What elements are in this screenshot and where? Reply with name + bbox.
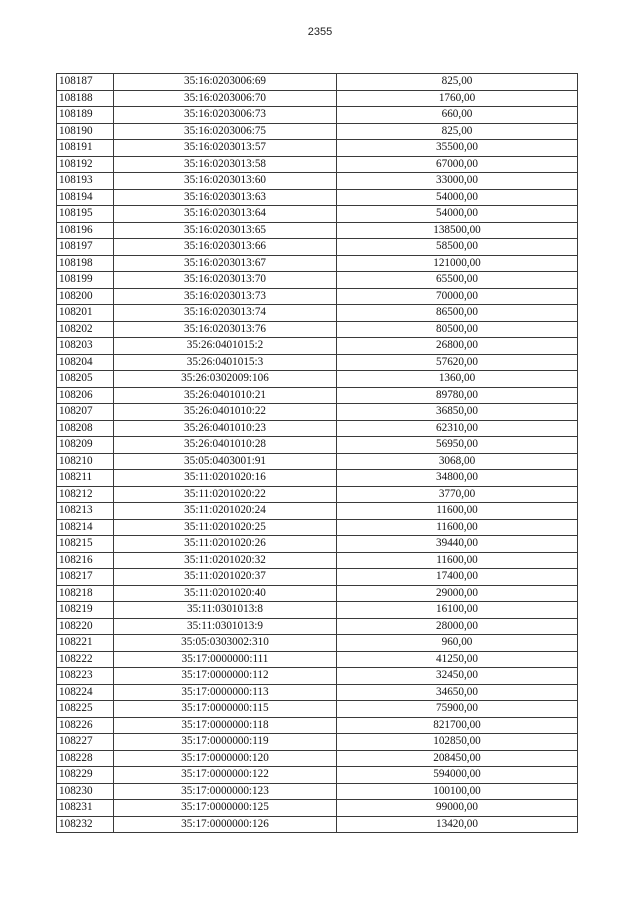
cadastral-number-cell: 35:16:0203013:76 [114,321,337,338]
value-cell: 58500,00 [337,239,578,256]
table-row [57,90,578,107]
record-number-cell: 108196 [57,222,114,239]
value-cell: 33000,00 [337,173,578,190]
table-row [57,173,578,190]
value-cell: 121000,00 [337,255,578,272]
record-number-cell: 108231 [57,800,114,817]
value-cell: 100100,00 [337,783,578,800]
value-cell: 57620,00 [337,354,578,371]
value-cell: 56950,00 [337,437,578,454]
record-number-cell: 108187 [57,74,114,91]
record-number-cell: 108201 [57,305,114,322]
record-number-cell: 108195 [57,206,114,223]
cadastral-number-cell: 35:16:0203006:75 [114,123,337,140]
cadastral-number-cell: 35:16:0203013:73 [114,288,337,305]
cadastral-number-cell: 35:11:0201020:32 [114,552,337,569]
value-cell: 821700,00 [337,717,578,734]
cadastral-number-cell: 35:16:0203013:70 [114,272,337,289]
table-row [57,800,578,817]
value-cell: 16100,00 [337,602,578,619]
table-row [57,404,578,421]
record-number-cell: 108229 [57,767,114,784]
cadastral-number-cell: 35:11:0201020:25 [114,519,337,536]
table-row [57,156,578,173]
page-number: 2355 [307,26,333,38]
cadastral-number-cell: 35:26:0401015:2 [114,338,337,355]
record-number-cell: 108189 [57,107,114,124]
record-number-cell: 108190 [57,123,114,140]
record-number-cell: 108214 [57,519,114,536]
table-row [57,140,578,157]
record-number-cell: 108211 [57,470,114,487]
cadastral-number-cell: 35:26:0401015:3 [114,354,337,371]
cadastral-number-cell: 35:26:0401010:28 [114,437,337,454]
value-cell: 41250,00 [337,651,578,668]
record-number-cell: 108230 [57,783,114,800]
cadastral-number-cell: 35:16:0203006:73 [114,107,337,124]
value-cell: 99000,00 [337,800,578,817]
cadastral-number-cell: 35:17:0000000:125 [114,800,337,817]
cadastral-number-cell: 35:16:0203013:74 [114,305,337,322]
table-row [57,371,578,388]
record-number-cell: 108206 [57,387,114,404]
record-number-cell: 108191 [57,140,114,157]
record-number-cell: 108198 [57,255,114,272]
value-cell: 1360,00 [337,371,578,388]
table-row [57,783,578,800]
record-number-cell: 108202 [57,321,114,338]
table-row [57,585,578,602]
table-row [57,387,578,404]
cadastral-number-cell: 35:16:0203013:57 [114,140,337,157]
record-number-cell: 108225 [57,701,114,718]
value-cell: 54000,00 [337,206,578,223]
value-cell: 660,00 [337,107,578,124]
record-number-cell: 108192 [57,156,114,173]
table-row [57,503,578,520]
record-number-cell: 108223 [57,668,114,685]
cadastral-number-cell: 35:16:0203013:66 [114,239,337,256]
value-cell: 17400,00 [337,569,578,586]
cadastral-number-cell: 35:16:0203013:58 [114,156,337,173]
record-number-cell: 108193 [57,173,114,190]
value-cell: 36850,00 [337,404,578,421]
record-number-cell: 108204 [57,354,114,371]
table-row [57,107,578,124]
record-number-cell: 108226 [57,717,114,734]
value-cell: 62310,00 [337,420,578,437]
table-row [57,750,578,767]
value-cell: 75900,00 [337,701,578,718]
cadastral-number-cell: 35:11:0201020:40 [114,585,337,602]
cadastral-number-cell: 35:16:0203013:67 [114,255,337,272]
value-cell: 34800,00 [337,470,578,487]
cadastral-number-cell: 35:26:0401010:21 [114,387,337,404]
cadastral-number-cell: 35:11:0301013:8 [114,602,337,619]
record-number-cell: 108205 [57,371,114,388]
table-row [57,453,578,470]
cadastral-number-cell: 35:16:0203006:69 [114,74,337,91]
cadastral-number-cell: 35:11:0301013:9 [114,618,337,635]
record-number-cell: 108197 [57,239,114,256]
record-number-cell: 108188 [57,90,114,107]
record-number-cell: 108215 [57,536,114,553]
record-number-cell: 108224 [57,684,114,701]
record-number-cell: 108222 [57,651,114,668]
value-cell: 67000,00 [337,156,578,173]
value-cell: 3770,00 [337,486,578,503]
cadastral-number-cell: 35:26:0401010:22 [114,404,337,421]
record-number-cell: 108194 [57,189,114,206]
record-number-cell: 108218 [57,585,114,602]
cadastral-number-cell: 35:05:0303002:310 [114,635,337,652]
cadastral-number-cell: 35:17:0000000:118 [114,717,337,734]
record-number-cell: 108209 [57,437,114,454]
record-number-cell: 108212 [57,486,114,503]
table-row [57,734,578,751]
table-row [57,222,578,239]
table-row [57,767,578,784]
value-cell: 28000,00 [337,618,578,635]
table-row [57,486,578,503]
cadastral-number-cell: 35:17:0000000:111 [114,651,337,668]
value-cell: 34650,00 [337,684,578,701]
table-row [57,569,578,586]
value-cell: 65500,00 [337,272,578,289]
record-number-cell: 108213 [57,503,114,520]
record-number-cell: 108200 [57,288,114,305]
record-number-cell: 108216 [57,552,114,569]
cadastral-number-cell: 35:26:0302009:106 [114,371,337,388]
cadastral-number-cell: 35:11:0201020:24 [114,503,337,520]
table-row [57,437,578,454]
table-row [57,635,578,652]
table-row [57,272,578,289]
cadastral-number-cell: 35:17:0000000:122 [114,767,337,784]
table-row [57,420,578,437]
table-row [57,536,578,553]
cadastral-number-cell: 35:17:0000000:119 [114,734,337,751]
value-cell: 825,00 [337,123,578,140]
table-row [57,338,578,355]
value-cell: 70000,00 [337,288,578,305]
table-row [57,684,578,701]
cadastral-number-cell: 35:16:0203013:60 [114,173,337,190]
cadastral-number-cell: 35:17:0000000:113 [114,684,337,701]
cadastral-number-cell: 35:11:0201020:22 [114,486,337,503]
value-cell: 86500,00 [337,305,578,322]
table-row [57,602,578,619]
value-cell: 825,00 [337,74,578,91]
record-number-cell: 108208 [57,420,114,437]
cadastral-number-cell: 35:11:0201020:16 [114,470,337,487]
table-row [57,123,578,140]
cadastral-number-cell: 35:16:0203013:65 [114,222,337,239]
value-cell: 11600,00 [337,552,578,569]
table-row [57,255,578,272]
value-cell: 29000,00 [337,585,578,602]
value-cell: 138500,00 [337,222,578,239]
record-number-cell: 108232 [57,816,114,833]
cadastral-number-cell: 35:16:0203006:70 [114,90,337,107]
record-number-cell: 108207 [57,404,114,421]
value-cell: 13420,00 [337,816,578,833]
record-number-cell: 108203 [57,338,114,355]
record-number-cell: 108228 [57,750,114,767]
table-row [57,816,578,833]
value-cell: 32450,00 [337,668,578,685]
record-number-cell: 108221 [57,635,114,652]
record-number-cell: 108227 [57,734,114,751]
cadastral-number-cell: 35:17:0000000:126 [114,816,337,833]
table-row [57,717,578,734]
record-number-cell: 108220 [57,618,114,635]
table-row [57,552,578,569]
table-row [57,519,578,536]
cadastral-value-table [56,73,578,833]
cadastral-number-cell: 35:16:0203013:63 [114,189,337,206]
record-number-cell: 108199 [57,272,114,289]
value-cell: 54000,00 [337,189,578,206]
cadastral-number-cell: 35:16:0203013:64 [114,206,337,223]
value-cell: 80500,00 [337,321,578,338]
table-row [57,321,578,338]
record-number-cell: 108210 [57,453,114,470]
value-cell: 35500,00 [337,140,578,157]
record-number-cell: 108217 [57,569,114,586]
table-row [57,305,578,322]
table-row [57,354,578,371]
table-row [57,668,578,685]
table-row [57,701,578,718]
cadastral-number-cell: 35:05:0403001:91 [114,453,337,470]
value-cell: 208450,00 [337,750,578,767]
cadastral-number-cell: 35:11:0201020:37 [114,569,337,586]
table-row [57,74,578,91]
table-row [57,189,578,206]
table-row [57,239,578,256]
cadastral-number-cell: 35:17:0000000:115 [114,701,337,718]
table-row [57,470,578,487]
cadastral-number-cell: 35:26:0401010:23 [114,420,337,437]
table-row [57,206,578,223]
value-cell: 26800,00 [337,338,578,355]
value-cell: 960,00 [337,635,578,652]
table-row [57,618,578,635]
value-cell: 11600,00 [337,503,578,520]
table-row [57,651,578,668]
cadastral-number-cell: 35:17:0000000:123 [114,783,337,800]
record-number-cell: 108219 [57,602,114,619]
value-cell: 89780,00 [337,387,578,404]
cadastral-number-cell: 35:17:0000000:112 [114,668,337,685]
value-cell: 11600,00 [337,519,578,536]
cadastral-number-cell: 35:11:0201020:26 [114,536,337,553]
value-cell: 3068,00 [337,453,578,470]
table-row [57,288,578,305]
value-cell: 1760,00 [337,90,578,107]
value-cell: 39440,00 [337,536,578,553]
table-body [57,74,578,833]
value-cell: 594000,00 [337,767,578,784]
cadastral-number-cell: 35:17:0000000:120 [114,750,337,767]
value-cell: 102850,00 [337,734,578,751]
